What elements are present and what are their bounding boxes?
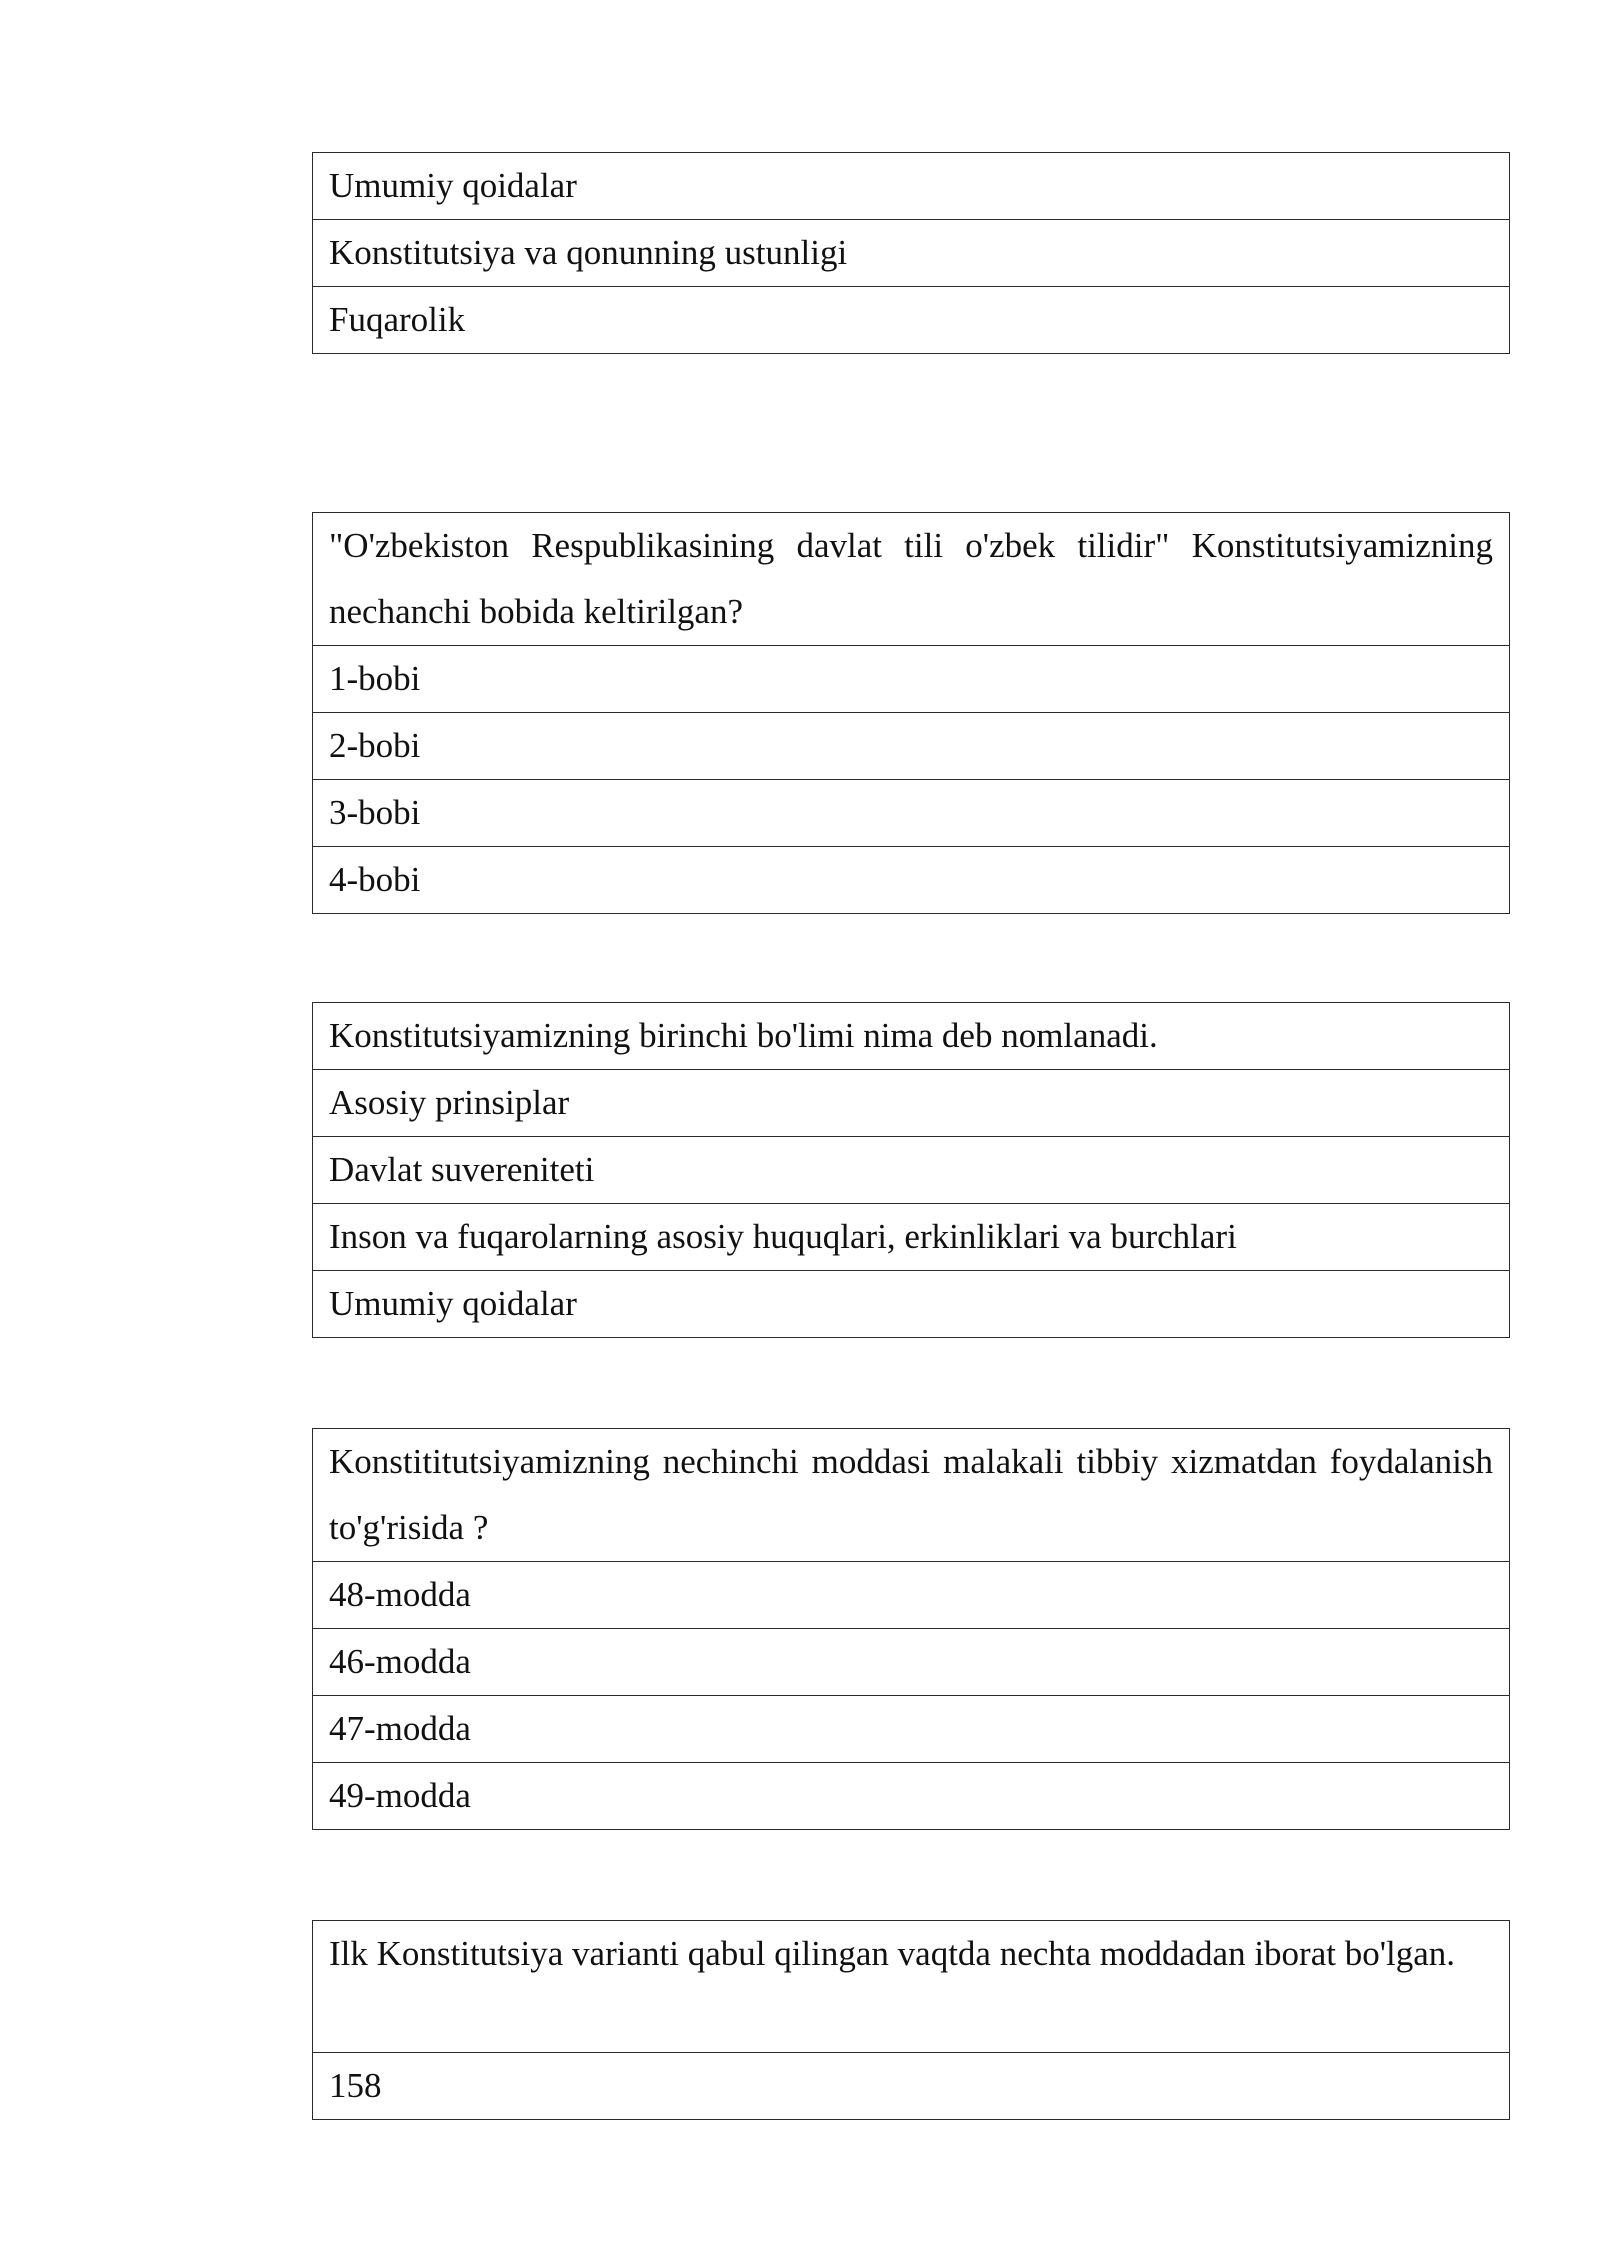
question-table-4 [312, 1428, 1510, 1830]
answer-option: 3-bobi [313, 780, 1510, 847]
question-table-3 [312, 1002, 1510, 1338]
answer-option: 46-modda [313, 1629, 1510, 1696]
question-text: Ilk Konstitutsiya varianti qabul qilingan vaqtda nechta moddadan iborat bo'lgan. [313, 1921, 1510, 2053]
question-text: Konstititutsiyamizning nechinchi moddasi malakali tibbiy xizmatdan foydalanish to'g'risida ? [313, 1429, 1510, 1562]
answer-option: 158 [313, 2053, 1510, 2120]
answer-option: Umumiy qoidalar [313, 153, 1510, 220]
answer-option: 47-modda [313, 1696, 1510, 1763]
answer-option: 1-bobi [313, 646, 1510, 713]
question-text: Konstitutsiyamizning birinchi bo'limi nima deb nomlanadi. [313, 1003, 1510, 1070]
question-text: "O'zbekiston Respublikasining davlat tili o'zbek tilidir" Konstitutsiyamizning nechanchi bobida keltirilgan? [313, 513, 1510, 646]
answer-option: Konstitutsiya va qonunning ustunligi [313, 220, 1510, 287]
answer-option: 48-modda [313, 1562, 1510, 1629]
answer-option: 4-bobi [313, 847, 1510, 914]
question-table-2 [312, 512, 1510, 914]
question-table-5 [312, 1920, 1510, 2120]
answer-option: 2-bobi [313, 713, 1510, 780]
answer-option: Umumiy qoidalar [313, 1271, 1510, 1338]
answer-option: Asosiy prinsiplar [313, 1070, 1510, 1137]
answer-option: Inson va fuqarolarning asosiy huquqlari, erkinliklari va burchlari [313, 1204, 1510, 1271]
answer-option: Davlat suvereniteti [313, 1137, 1510, 1204]
answer-table-1 [312, 152, 1510, 354]
answer-option: Fuqarolik [313, 287, 1510, 354]
answer-option: 49-modda [313, 1763, 1510, 1830]
